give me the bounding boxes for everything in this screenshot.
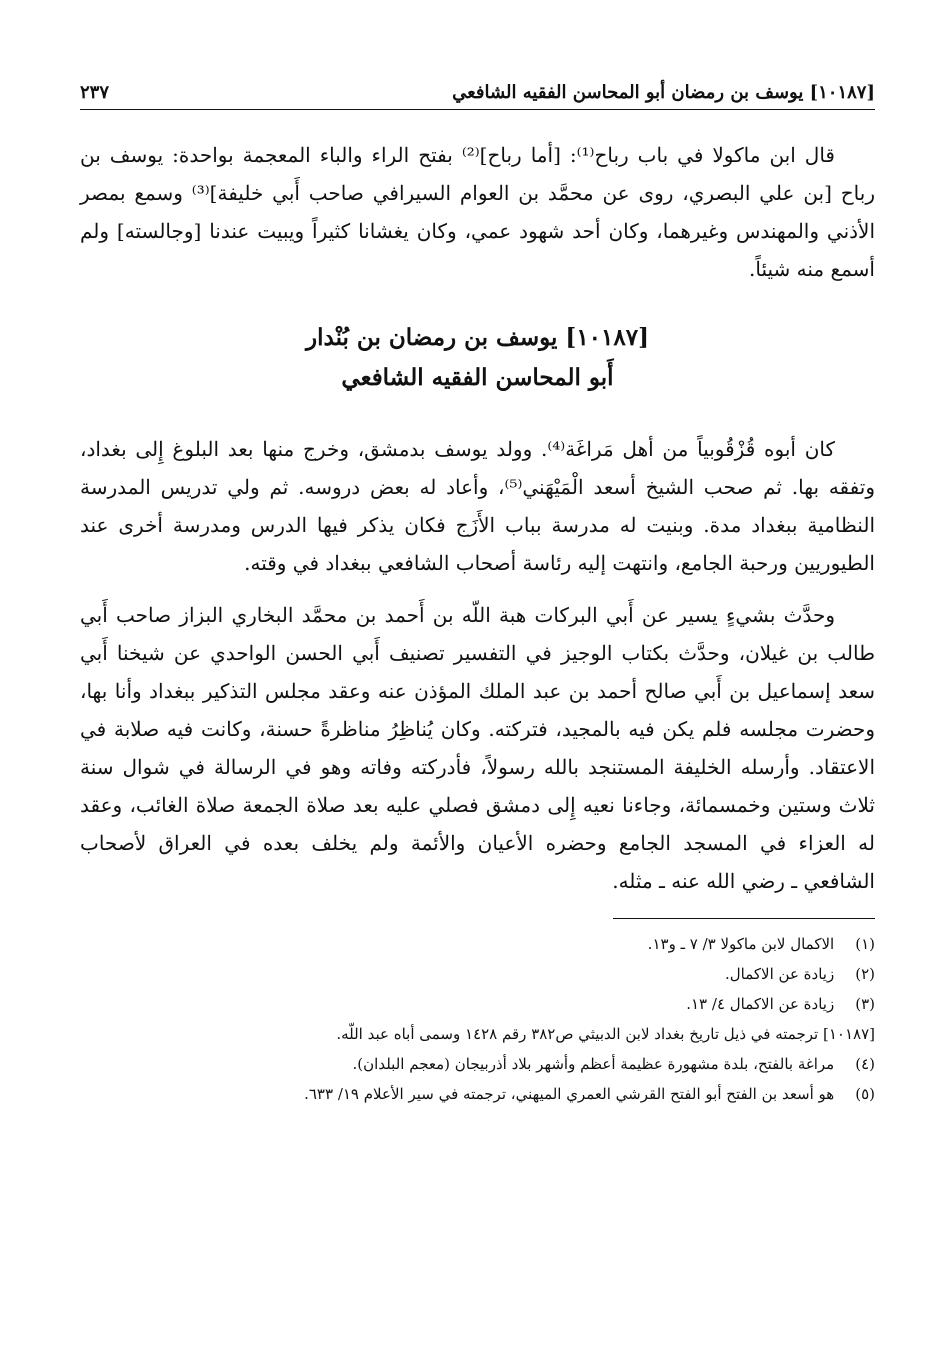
- footnote-divider: [613, 918, 875, 919]
- header-title: [١٠١٨٧] يوسف بن رمضان أبو المحاسن الفقيه الشافعي: [452, 82, 875, 103]
- footnote-number: (٥): [855, 1085, 875, 1103]
- running-header: [80, 82, 875, 110]
- page-number: ٢٣٧: [80, 82, 110, 103]
- page: [80, 82, 875, 1109]
- footnote: [80, 929, 875, 959]
- paragraph-2: كان أبوه قُزْقُوبياً من أهل مَراغَة⁽⁴⁾. وولد يوسف بدمشق، وخرج منها بعد البلوغ إِلى بغداد، وتفقه بها. ثم صحب الشيخ أسعد الْمَيْهَني⁽⁵⁾، وأعاد له بعض دروسه. ثم ولي تدريس المدرسة النظامية ببغداد مدة. وبنيت له مدرسة بباب الأَزَج فكان يذكر فيها الدرس ومدرسة أخرى عند الطيوريين ورحبة الجامع، وانتهت إليه رئاسة أصحاب الشافعي ببغداد في وقته.: [80, 437, 876, 575]
- footnote: [80, 1019, 875, 1049]
- footnote-number: (٣): [855, 995, 875, 1013]
- entry-title-line-2: أَبو المحاسن الفقيه الشافعي: [341, 364, 614, 391]
- entry-title: [80, 318, 875, 398]
- footnote-number: (١): [855, 935, 875, 953]
- footnote: [80, 1079, 875, 1109]
- footnote: [80, 989, 875, 1019]
- footnote-text: ترجمته في ذيل تاريخ بغداد لابن الدبيثي ص٣٨٢ رقم ١٤٢٨ وسمى أباه عبد اللّه.: [336, 1025, 819, 1043]
- paragraph-1: قال ابن ماكولا في باب رباح⁽¹⁾: [أما رباح]⁽²⁾ بفتح الراء والباء المعجمة بواحدة: يوسف بن رباح [بن علي البصري، روى عن محمَّد بن العوام السيرافي صاحب أَبي خليفة]⁽³⁾ وسمع بمصر الأذني والمهندس وغيرهما، وكان أحد شهود عمي، وكان يغشانا كثيراً ويبيت عندنا [وجالسته] ولم أسمع منه شيئاً.: [80, 143, 875, 281]
- footnote-text: زيادة عن الاكمال.: [725, 965, 835, 983]
- footnote-text: مراغة بالفتح، بلدة مشهورة عظيمة أعظم وأشهر بلاد أذربيجان (معجم البلدان).: [352, 1055, 835, 1073]
- footnote-text: الاكمال لابن ماكولا ٣/ ٧ ـ و١٣.: [647, 935, 835, 953]
- footnote-text: هو أسعد بن الفتح أبو الفتح القرشي العمري الميهني، ترجمته في سير الأعلام ١٩/ ٦٣٣.: [304, 1085, 835, 1103]
- footnote-text: زيادة عن الاكمال ٤/ ١٣.: [686, 995, 835, 1013]
- footnote: [80, 959, 875, 989]
- footnote: [80, 1049, 875, 1079]
- footnote-number: (٢): [855, 965, 875, 983]
- entry-title-line-1: [١٠١٨٧] يوسف بن رمضان بن بُنْدار: [306, 324, 649, 351]
- paragraph-3: وحدَّث بشيءٍ يسير عن أَبي البركات هبة اللّه بن أَحمد بن محمَّد البخاري البزاز صاحب أَبي طالب بن غيلان، وحدَّث بكتاب الوجيز في التفسير تصنيف أَبي الحسن الواحدي عن شيخنا أَبي سعد إسماعيل بن أَبي صالح أحمد بن عبد الملك المؤذن عنه وعقد مجلس التذكير ببغداد وأنا بها، وحضرت مجلسه فلم يكن فيه بالمجيد، فتركته. وكان يُناظِرُ مناظرةً حسنة، وكانت فيه صلابة في الاعتقاد. وأرسله الخليفة المستنجد بالله رسولاً، فأدركته وفاته وهو في الرسالة في شوال سنة ثلاث وستين وخمسمائة، وجاءنا نعيه إِلى دمشق فصلي عليه بعد صلاة الجمعة صلاة الغائب، وعقد له العزاء في المسجد الجامع وحضره الأعيان والأئمة ولم يخلف بعده في العراق لأصحاب الشافعي ـ رضي الله عنه ـ مثله.: [80, 603, 876, 893]
- footnote-number: (٤): [855, 1055, 875, 1073]
- footnote-number: [١٠١٨٧]: [822, 1025, 875, 1043]
- footnotes: [80, 929, 875, 1109]
